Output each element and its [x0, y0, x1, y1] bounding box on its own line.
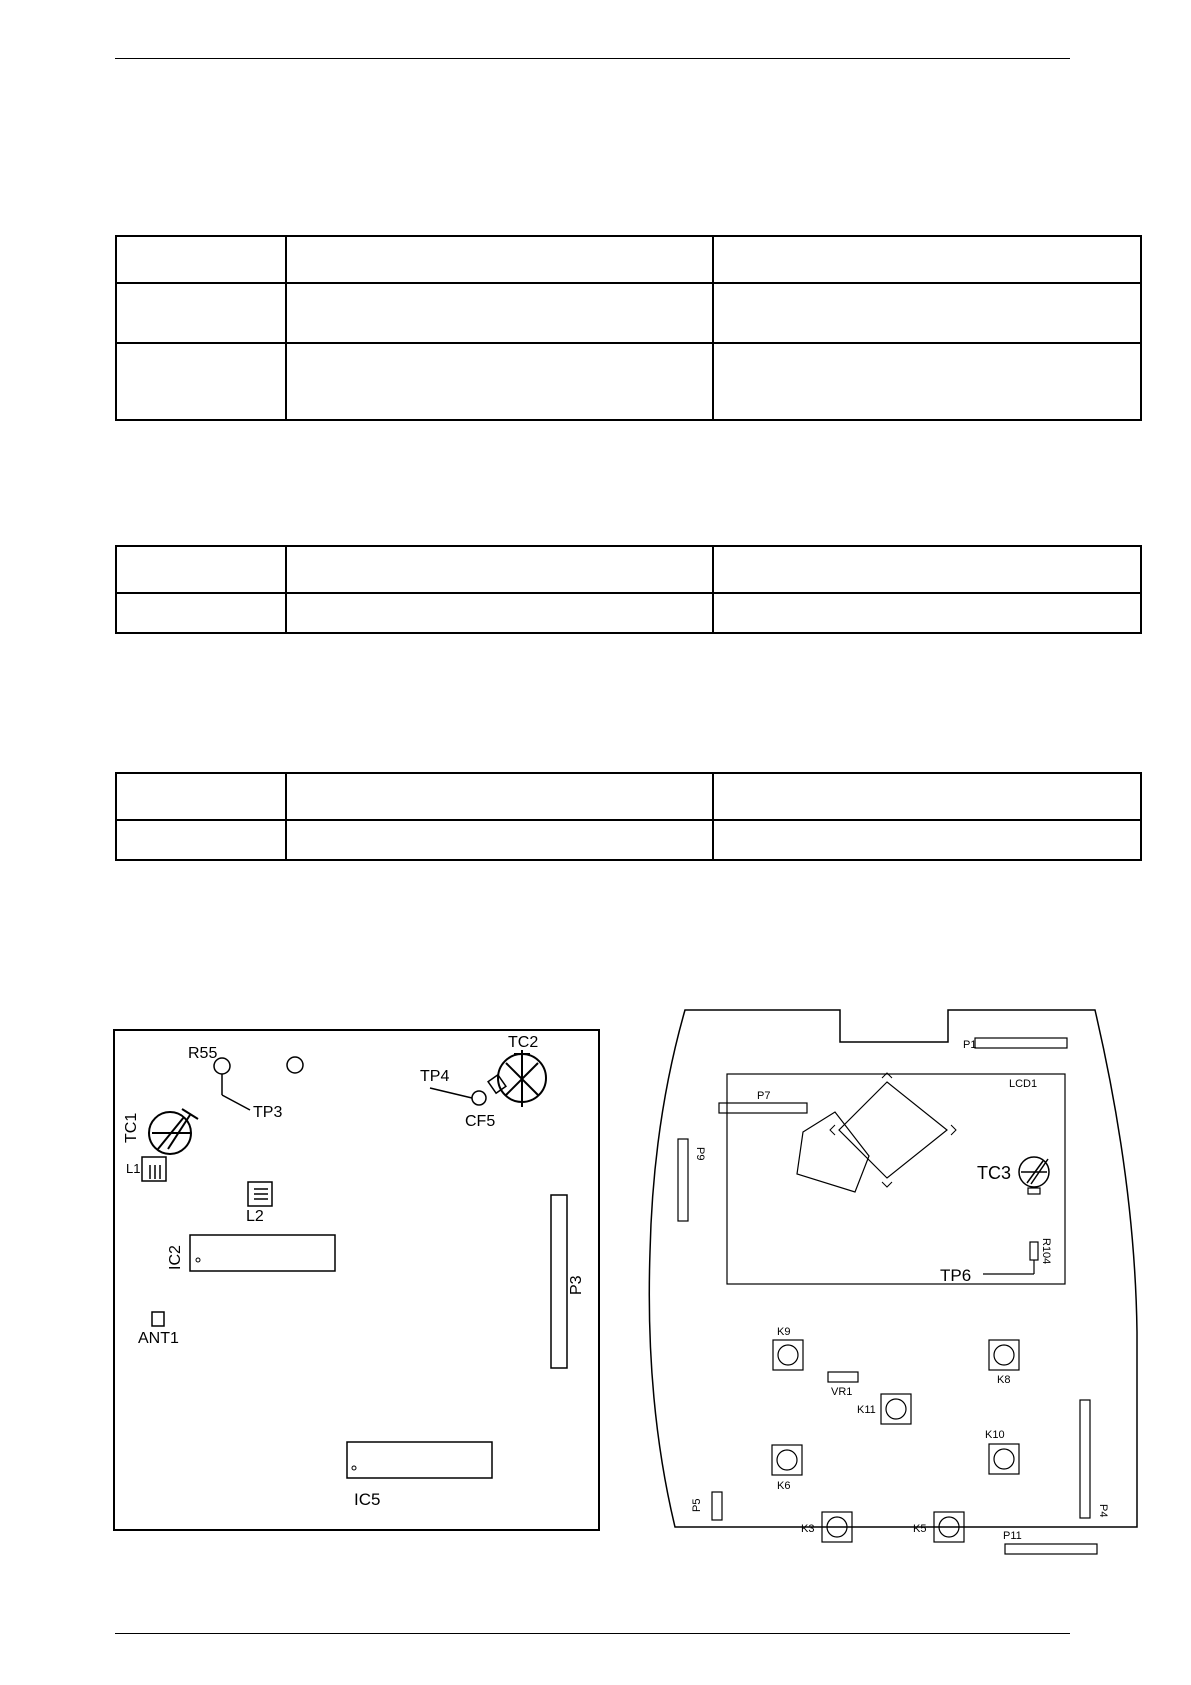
p9-connector: [678, 1139, 688, 1221]
k11-dome: [886, 1399, 906, 1419]
label-l2: L2: [246, 1208, 264, 1225]
table-cell: [286, 236, 713, 283]
label-ic5: IC5: [354, 1490, 381, 1509]
header-rule: [115, 58, 1070, 59]
k8-dome: [994, 1345, 1014, 1365]
arrow-right-icon: [951, 1125, 956, 1135]
label-p4: P4: [1097, 1504, 1109, 1518]
label-k10: K10: [985, 1429, 1005, 1441]
lcd-shape: [797, 1112, 869, 1192]
table-row: [116, 343, 1141, 420]
table-row: [116, 283, 1141, 343]
pcb-layout-left: [110, 1025, 605, 1535]
table-cell: [286, 343, 713, 420]
table-cell: [713, 820, 1141, 860]
label-ant1: ANT1: [138, 1330, 179, 1347]
label-p3: P3: [568, 1275, 585, 1295]
tc2-tab: [488, 1075, 506, 1093]
pcb-right-drawing: [645, 1002, 1145, 1572]
label-r104: R104: [1040, 1238, 1052, 1265]
label-k6: K6: [777, 1480, 791, 1492]
table-row: [116, 593, 1141, 633]
arrow-down-icon: [882, 1182, 892, 1187]
table-cell: [713, 773, 1141, 820]
ic5-chip: [347, 1442, 492, 1478]
table-cell: [116, 820, 286, 860]
label-vr1: VR1: [831, 1386, 853, 1398]
ic5-pin1: [352, 1466, 356, 1470]
p4-connector: [1080, 1400, 1090, 1518]
table-cell: [286, 820, 713, 860]
table-cell: [713, 283, 1141, 343]
spec-table-3: [115, 772, 1142, 861]
label-tc2: TC2: [508, 1034, 539, 1051]
table-cell: [286, 773, 713, 820]
label-k3: K3: [801, 1523, 815, 1535]
table-cell: [286, 593, 713, 633]
label-cf5: CF5: [465, 1113, 496, 1130]
spec-table-1: [115, 235, 1142, 421]
table-cell: [116, 236, 286, 283]
label-r55: R55: [188, 1045, 218, 1062]
arrow-left-icon: [830, 1125, 835, 1135]
label-tp4: TP4: [420, 1068, 450, 1085]
label-k9: K9: [777, 1326, 791, 1338]
table-cell: [116, 593, 286, 633]
r104-resistor: [1030, 1242, 1038, 1260]
label-tc1: TC1: [123, 1112, 140, 1143]
label-ic2: IC2: [167, 1245, 184, 1270]
table-cell: [713, 593, 1141, 633]
k10-dome: [994, 1449, 1014, 1469]
label-tc3: TC3: [977, 1163, 1012, 1183]
cf5-pad: [472, 1091, 486, 1105]
l1-coil: [142, 1157, 166, 1181]
pcb-left-drawing: [110, 1025, 605, 1535]
label-lcd1: LCD1: [1009, 1078, 1038, 1090]
ic2-chip: [190, 1235, 335, 1271]
label-l1: L1: [126, 1161, 141, 1176]
table-row: [116, 236, 1141, 283]
label-k5: K5: [913, 1523, 927, 1535]
pcb-layout-right: [645, 1002, 1145, 1572]
table-cell: [286, 546, 713, 593]
p3-connector: [551, 1195, 567, 1368]
spec-table-2: [115, 545, 1142, 634]
label-tp6: TP6: [940, 1266, 972, 1285]
k9-dome: [778, 1345, 798, 1365]
lcd-diamond: [839, 1082, 947, 1178]
table-cell: [116, 283, 286, 343]
tp4-lead: [430, 1088, 472, 1098]
pad: [287, 1057, 303, 1073]
p7-connector: [719, 1103, 807, 1113]
vr1-pot: [828, 1372, 858, 1382]
label-p9: P9: [694, 1147, 706, 1161]
table-cell: [713, 343, 1141, 420]
label-p11: P11: [1003, 1530, 1022, 1542]
table-row: [116, 820, 1141, 860]
p5-connector: [712, 1492, 722, 1520]
p1-connector: [975, 1038, 1067, 1048]
ant1-pad: [152, 1312, 164, 1326]
board-outline: [114, 1030, 599, 1530]
table-row: [116, 546, 1141, 593]
tc3-tab: [1028, 1188, 1040, 1194]
table-cell: [713, 236, 1141, 283]
table-cell: [713, 546, 1141, 593]
label-k11: K11: [857, 1404, 876, 1416]
tp3-lead: [222, 1095, 250, 1110]
k6-dome: [777, 1450, 797, 1470]
table-cell: [116, 546, 286, 593]
label-p5: P5: [691, 1498, 703, 1512]
table-cell: [116, 773, 286, 820]
table-cell: [286, 283, 713, 343]
table-cell: [116, 343, 286, 420]
label-k8: K8: [997, 1374, 1011, 1386]
lcd1-outline: [727, 1074, 1065, 1284]
p11-connector: [1005, 1544, 1097, 1554]
label-tp3: TP3: [253, 1104, 283, 1121]
label-p1: P1: [963, 1039, 977, 1051]
footer-rule: [115, 1633, 1070, 1634]
label-p7: P7: [757, 1090, 771, 1102]
ic2-pin1: [196, 1258, 200, 1262]
table-row: [116, 773, 1141, 820]
